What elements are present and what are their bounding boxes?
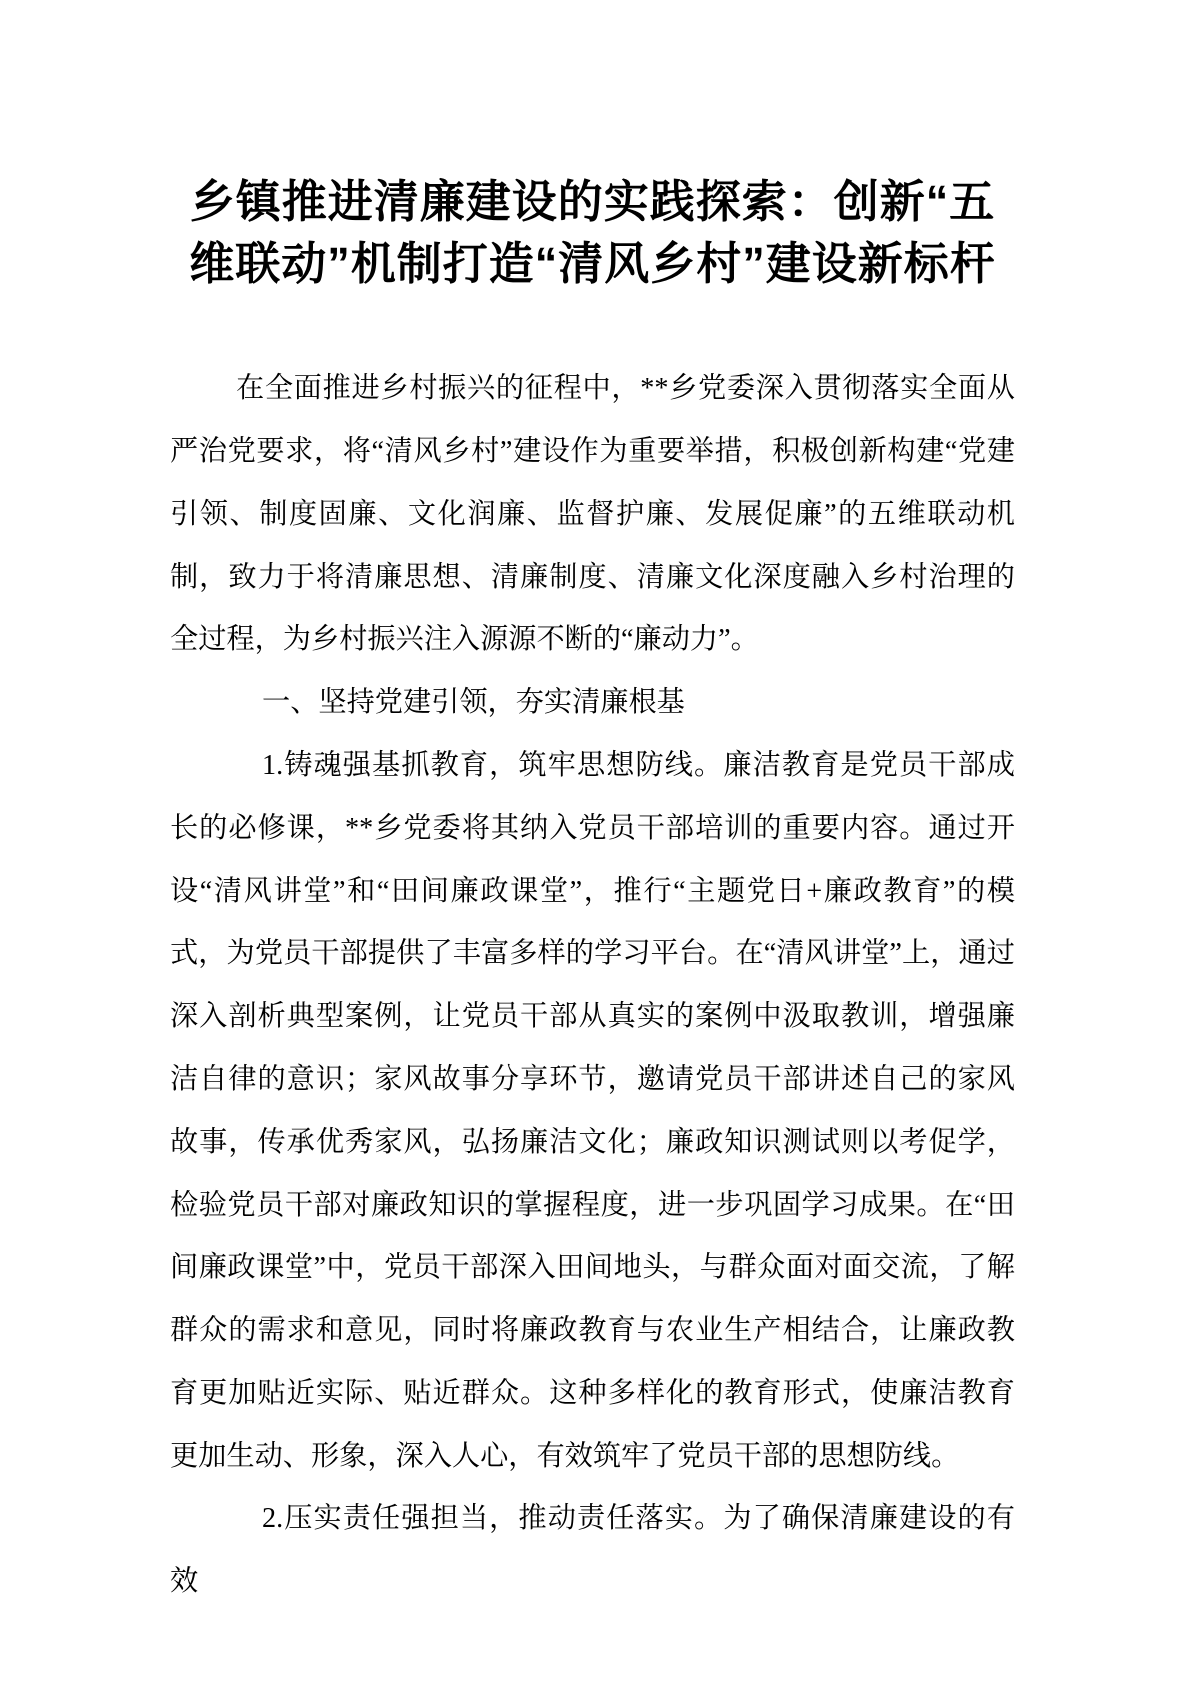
paragraph-intro: 在全面推进乡村振兴的征程中，**乡党委深入贯彻落实全面从严治党要求，将“清风乡村”建设作为重要举措，积极创新构建“党建引领、制度固廉、文化润廉、监督护廉、发展促廉”的五维联动机制，致力于将清廉思想、清廉制度、清廉文化深度融入乡村治理的全过程，为乡村振兴注入源源不断的“廉动力”。 <box>170 373 1015 656</box>
document-title <box>170 30 1015 295</box>
paragraph-point-1: 1.铸魂强基抓教育，筑牢思想防线。廉洁教育是党员干部成长的必修课，**乡党委将其纳入党员干部培训的重要内容。通过开设“清风讲堂”和“田间廉政课堂”，推行“主题党日+廉政教育”的模式，为党员干部提供了丰富多样的学习平台。在“清风讲堂”上，通过深入剖析典型案例，让党员干部从真实的案例中汲取教训，增强廉洁自律的意识；家风故事分享环节，邀请党员干部讲述自己的家风故事，传承优秀家风，弘扬廉洁文化；廉政知识测试则以考促学，检验党员干部对廉政知识的掌握程度，进一步巩固学习成果。在“田间廉政课堂”中，党员干部深入田间地头，与群众面对面交流，了解群众的需求和意见，同时将廉政教育与农业生产相结合，让廉政教育更加贴近实际、贴近群众。这种多样化的教育形式，使廉洁教育更加生动、形象，深入人心，有效筑牢了党员干部的思想防线。 <box>170 749 1015 1472</box>
document-content <box>170 30 1015 1614</box>
section-heading-1: 一、坚持党建引领，夯实清廉根基 <box>262 687 685 719</box>
document-title-text: 乡镇推进清廉建设的实践探索：创新“五维联动”机制打造“清风乡村”建设新标杆 <box>189 176 996 290</box>
paragraph-point-2: 2.压实责任强担当，推动责任落实。为了确保清廉建设的有效 <box>170 1503 1015 1598</box>
document-body <box>170 358 1015 1614</box>
